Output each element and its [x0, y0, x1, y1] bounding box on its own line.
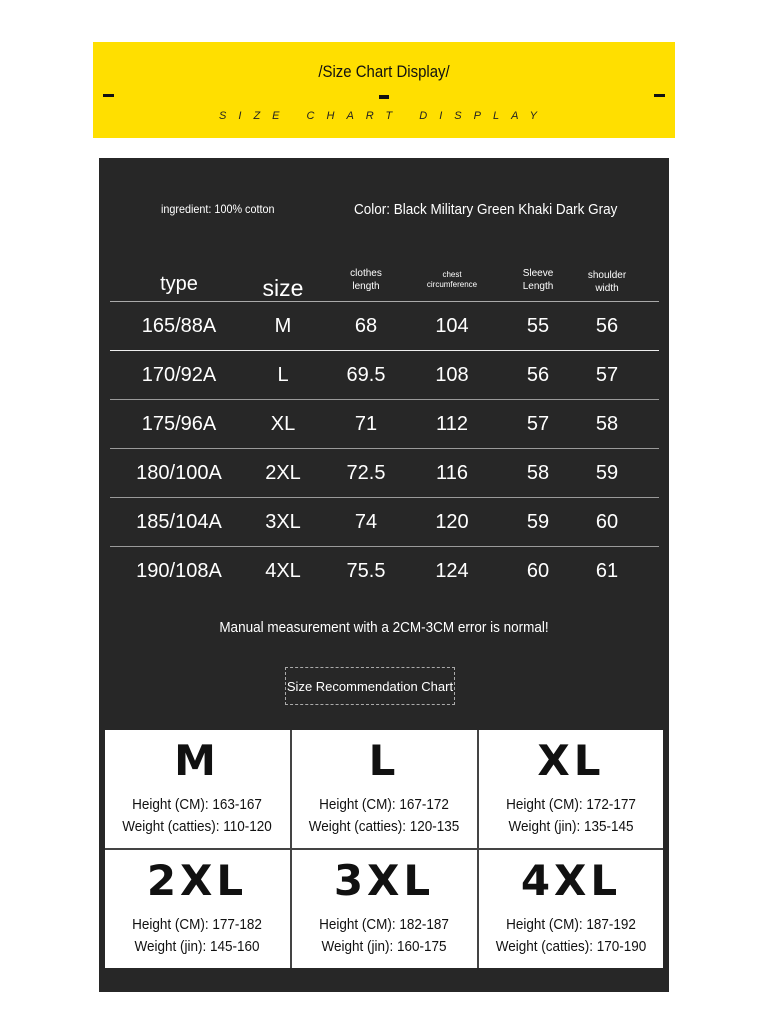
- header-clothes-length-line1: clothes: [350, 268, 382, 279]
- header-chest: [427, 270, 477, 290]
- header-sleeve-line2: Length: [522, 280, 554, 292]
- table-row: [110, 498, 659, 547]
- table-header: [110, 256, 659, 302]
- recommendation-weight: Weight (catties): 110-120: [122, 818, 272, 835]
- recommendation-weight: Weight (jin): 145-160: [134, 938, 260, 955]
- cell-type: 185/104A: [136, 511, 222, 533]
- recommendation-height: Height (CM): 172-177: [506, 796, 636, 813]
- recommendation-size: 3XL: [333, 856, 435, 905]
- right-dash: [654, 94, 665, 97]
- recommendation-card: [479, 850, 663, 967]
- recommendation-weight: Weight (jin): 160-175: [321, 938, 447, 955]
- recommendation-size: M: [174, 736, 220, 785]
- header-clothes-length: [350, 268, 382, 293]
- cell-shoulder: 58: [595, 413, 619, 435]
- cell-type: 190/108A: [136, 560, 222, 582]
- cell-clothes-length: 68: [354, 315, 378, 337]
- recommendation-card: [105, 730, 289, 847]
- recommendation-height: Height (CM): 187-192: [506, 916, 636, 933]
- cell-size: XL: [270, 413, 296, 435]
- cell-sleeve: 56: [526, 364, 550, 386]
- cell-type: 165/88A: [141, 315, 217, 337]
- cell-clothes-length: 71: [354, 413, 378, 435]
- cell-shoulder: 61: [595, 560, 619, 582]
- size-recommendation-label: Size Recommendation Chart: [285, 667, 455, 705]
- cell-size: 2XL: [265, 462, 301, 484]
- cell-size: 3XL: [265, 511, 301, 533]
- recommendation-height: Height (CM): 182-187: [319, 916, 449, 933]
- cell-shoulder: 56: [595, 315, 619, 337]
- header-type: type: [160, 273, 198, 295]
- cell-shoulder: 59: [595, 462, 619, 484]
- recommendation-weight: Weight (jin): 135-145: [508, 818, 634, 835]
- recommendation-card: [479, 730, 663, 847]
- center-dash: [379, 95, 389, 99]
- cell-sleeve: 60: [526, 560, 550, 582]
- page-title: /Size Chart Display/: [318, 62, 450, 81]
- recommendation-card: [292, 850, 476, 967]
- cell-type: 170/92A: [141, 364, 217, 386]
- header-shoulder-line2: width: [595, 282, 619, 294]
- header-size: size: [262, 275, 304, 301]
- cell-chest: 104: [435, 315, 469, 337]
- cell-clothes-length: 75.5: [346, 560, 386, 582]
- cell-chest: 108: [435, 364, 469, 386]
- cell-sleeve: 58: [526, 462, 550, 484]
- recommendation-weight: Weight (catties): 120-135: [308, 818, 460, 835]
- table-row: [110, 351, 659, 400]
- header-sleeve-line1: Sleeve: [522, 268, 554, 279]
- cell-size: L: [277, 364, 289, 386]
- table-row: [110, 547, 659, 595]
- recommendation-height: Height (CM): 177-182: [132, 916, 262, 933]
- cell-shoulder: 60: [595, 511, 619, 533]
- recommendation-height: Height (CM): 167-172: [319, 796, 449, 813]
- recommendation-size: XL: [537, 736, 605, 785]
- measurement-note: Manual measurement with a 2CM-3CM error is normal!: [219, 619, 549, 636]
- recommendation-card: [292, 730, 476, 847]
- cell-shoulder: 57: [595, 364, 619, 386]
- recommendation-grid: [105, 730, 663, 968]
- cell-chest: 116: [436, 462, 468, 484]
- cell-sleeve: 55: [526, 315, 550, 337]
- cell-chest: 124: [435, 560, 469, 582]
- table-row: [110, 400, 659, 449]
- cell-chest: 112: [436, 413, 468, 435]
- grid-divider: [105, 848, 663, 850]
- cell-sleeve: 59: [526, 511, 550, 533]
- header-clothes-length-line2: length: [352, 280, 380, 292]
- header-chest-line2: circumference: [426, 280, 478, 289]
- header-banner: [93, 42, 675, 138]
- header-sleeve: [523, 268, 554, 293]
- cell-type: 180/100A: [136, 462, 222, 484]
- header-shoulder: [588, 270, 626, 295]
- ingredient-text: ingredient: 100% cotton: [161, 202, 275, 216]
- left-dash: [103, 94, 114, 97]
- cell-size: M: [274, 315, 292, 337]
- recommendation-size: 2XL: [146, 856, 248, 905]
- cell-type: 175/96A: [141, 413, 217, 435]
- recommendation-card: [105, 850, 289, 967]
- cell-size: 4XL: [265, 560, 301, 582]
- table-row: [110, 449, 659, 498]
- cell-chest: 120: [435, 511, 469, 533]
- color-text: Color: Black Military Green Khaki Dark Gray: [354, 201, 618, 218]
- table-row: [110, 302, 659, 351]
- cell-clothes-length: 72.5: [346, 462, 386, 484]
- recommendation-size: 4XL: [520, 856, 622, 905]
- page-subtitle: SIZE CHART DISPLAY: [219, 110, 549, 122]
- cell-sleeve: 57: [526, 413, 550, 435]
- cell-clothes-length: 74: [354, 511, 378, 533]
- recommendation-size: L: [368, 736, 400, 785]
- recommendation-height: Height (CM): 163-167: [132, 796, 262, 813]
- header-shoulder-line1: shoulder: [587, 270, 627, 281]
- cell-clothes-length: 69.5: [346, 364, 386, 386]
- header-chest-line1: chest: [442, 270, 462, 279]
- size-table: [110, 256, 659, 595]
- recommendation-weight: Weight (catties): 170-190: [495, 938, 647, 955]
- size-chart-panel: [99, 158, 669, 992]
